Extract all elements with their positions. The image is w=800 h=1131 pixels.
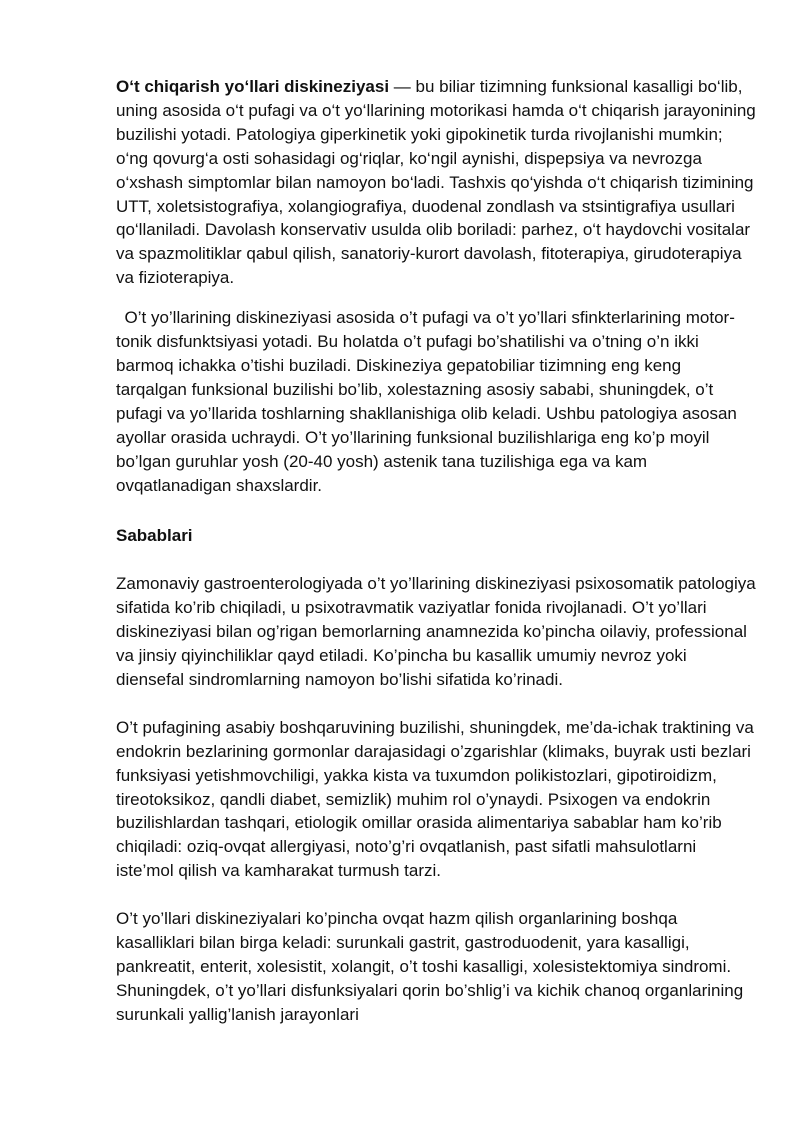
paragraph-4: O’t pufagining asabiy boshqaruvining buzilishi, shuningdek, me’da-ichak traktining va endokrin bezlarining gormonlar darajasidagi o’zgarishlar (klimaks, buyrak usti bezlari funksiyasi yetishmovchiligi, yakka kista va tuxumdon polikistozlari, gipotiroidizm, tireotoksikoz, qandli diabet, semizlik) muhim rol o’ynaydi. Psixogen va endokrin buzilishlardan tashqari, etiologik omillar orasida alimentariya sabablar ham ko’rib chiqiladi: oziq-ovqat allergiyasi, noto’g’ri ovqatlanish, past sifatli mahsulotlarni iste’mol qilish va kamharakat turmush tarzi. <box>116 717 754 881</box>
paragraph-5: O’t yo’llari diskineziyalari ko’pincha ovqat hazm qilish organlarining boshqa kasalliklari bilan birga keladi: surunkali gastrit, gastroduodenit, yara kasalligi, pankreatit, enterit, xolesistit, xolangit, o’t toshi kasalligi, xolesistektomiya sindromi. Shuningdek, o’t yo’llari disfunksiyalari qorin bo’shlig’i va kichik chanoq organlarining surunkali yallig’lanish jarayonlari <box>116 909 744 1024</box>
intro-text: — bu biliar tizimning funksional kasalligi bo‘lib, uning asosida o‘t pufagi va o‘t yo‘llarining motorikasi hamda o‘t chiqarish jarayonining buzilishi yotadi. Patologiya giperkinetik yoki gipokinetik turda rivojlanishi mumkin; o‘ng qovurg‘a osti sohasidagi og‘riqlar, ko‘ngil aynishi, dispepsiya va nevrozga o‘xshash simptomlar bilan namoyon bo‘ladi. Tashxis qo‘yishda o‘t chiqarish tizimining UTT, xoletsistografiya, xolangiografiya, duodenal zondlash va stsintigrafiya usullari qo‘llaniladi. Davolash konservativ usulda olib boriladi: parhez, o‘t haydovchi vositalar va spazmolitiklar qabul qilish, sanatoriy-kurort davolash, fitoterapiya, girudoterapiya va fizioterapiya. <box>116 77 756 288</box>
paragraph-2: O’t yo’llarining diskineziyasi asosida o’t pufagi va o’t yo’llari sfinkterlarining motor-tonik disfunktsiyasi yotadi. Bu holatda o’t pufagi bo’shatilishi va o’tning o’n ikki barmoq ichakka o’tishi buziladi. Diskineziya gepatobiliar tizimning eng keng tarqalgan funksional buzilishi bo’lib, xolestazning asosiy sababi, shuningdek, o’t pufagi va yo’llarida toshlarning shakllanishiga olib keladi. Ushbu patologiya asosan ayollar orasida uchraydi. O’t yo’llarining funksional buzilishlariga eng ko’p moyil bo’lgan guruhlar yosh (20-40 yosh) astenik tana tuzilishiga ega va kam ovqatlanadigan shaxslardir. <box>116 308 737 495</box>
section-heading-causes: Sabablari <box>116 526 193 546</box>
intro-term: O‘t chiqarish yo‘llari diskineziyasi <box>116 77 390 96</box>
paragraph-3: Zamonaviy gastroenterologiyada o’t yo’llarining diskineziyasi psixosomatik patologiya sifatida ko’rib chiqiladi, u psixotravmatik vaziyatlar fonida rivojlanadi. O’t yo’llari diskineziyasi bilan og’rigan bemorlarning anamnezida ko’pincha oilaviy, professional va jinsiy qiyinchiliklar qayd etiladi. Ko’pincha bu kasallik umumiy nevroz yoki diensefal sindromlarning namoyon bo’lishi sifatida ko’rinadi. <box>116 574 756 689</box>
intro-paragraph <box>116 75 756 290</box>
document-page <box>116 75 756 1027</box>
